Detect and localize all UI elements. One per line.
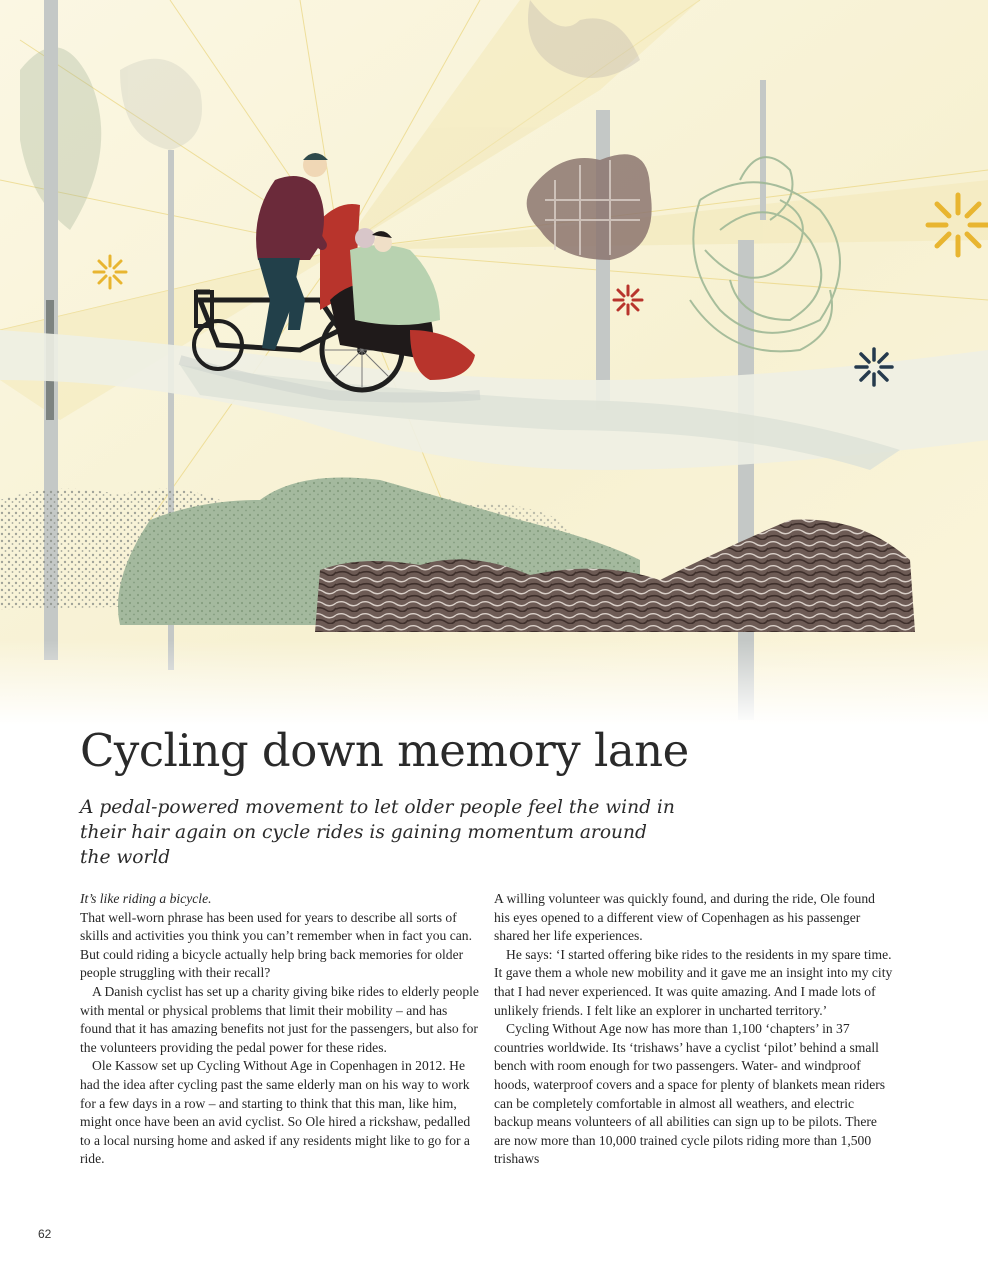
paragraph: That well-worn phrase has been used for years to describe all sorts of skills and activities you think you can’t remember when in fact you can. But could riding a bicycle actually help bring back memories for older people struggling with their recall? (80, 909, 472, 981)
article-standfirst: A pedal-powered movement to let older people feel the wind in their hair again on cycle rides is gaining momentum around the world (80, 797, 675, 868)
article-title: Cycling down memory lane (80, 724, 689, 777)
body-column-right (494, 890, 894, 1169)
page-number: 62 (38, 1227, 52, 1241)
body-column-left (80, 890, 480, 1169)
paragraph: Ole Kassow set up Cycling Without Age in Copenhagen in 2012. He had the idea after cycling past the same elderly man on his way to work for a few days in a row – and starting to think that this man, like him, might once have been an avid cyclist. So Ole hired a rickshaw, pedalled to a local nursing home and asked if any residents might like to go for a ride. (80, 1058, 471, 1167)
intro-line: It’s like riding a bicycle. (80, 891, 212, 906)
paragraph: A willing volunteer was quickly found, and during the ride, Ole found his eyes opened to a different view of Copenhagen as his passenger shared her life experiences. (494, 891, 875, 944)
paragraph: He says: ‘I started offering bike rides to the residents in my spare time. It gave them a whole new mobility and it gave me an insight into my city that I had never experienced. It was quite amazing. And I made lots of unlikely friends. I felt like an explorer in uncharted territory.’ (494, 946, 893, 1018)
paragraph: Cycling Without Age now has more than 1,100 ‘chapters’ in 37 countries worldwide. Its ‘trishaws’ have a cyclist ‘pilot’ behind a small bench with room enough for two passengers. Water- and windproof hoods, waterproof covers and a space for plenty of blankets mean riders can be completely comfortable in almost all weathers, and electric backup means volunteers of all abilities can sign up to be pilots. There are now more than 10,000 trained cycle pilots riding more than 1,500 trishaws (494, 1021, 886, 1167)
paragraph: A Danish cyclist has set up a charity giving bike rides to elderly people with mental or physical problems that limit their mobility – and has found that it has amazing benefits not just for the passengers, but also for the volunteers providing the pedal power for these rides. (80, 983, 479, 1055)
